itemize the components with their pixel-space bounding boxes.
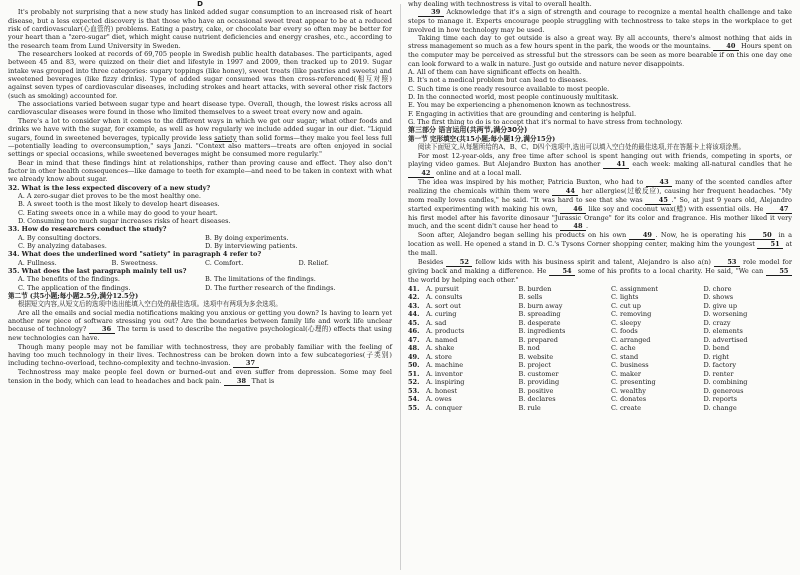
answer-option-a[interactable]: A. products bbox=[426, 327, 465, 336]
answer-option-c[interactable]: C. cut up bbox=[611, 301, 641, 310]
answer-option-d[interactable]: D. crazy bbox=[703, 318, 731, 327]
answer-option-a[interactable]: A. honest bbox=[426, 386, 458, 395]
answer-number: 53. bbox=[408, 386, 420, 395]
part-3-subheading: 第一节 完形填空(共15小题;每小题1分,满分15分) bbox=[408, 134, 556, 143]
passage-d-paragraph-4 bbox=[8, 117, 392, 159]
option-b[interactable]: B. It's not a medical problem but can lead to diseases. bbox=[408, 76, 588, 85]
answer-option-b[interactable]: B. ingredients bbox=[518, 327, 566, 336]
passage-2-paragraph-3-text-b: That is bbox=[251, 376, 275, 385]
paragraph-39-text: Acknowledge that it's a sign of strength and courage to recognize a mental health challenge and take steps to manage it. Experts encourage people struggling with technostress to take steps in the workplace to get involved in how technology may be used. bbox=[408, 8, 792, 34]
question-34-options bbox=[8, 259, 392, 267]
blank-46[interactable]: 46 bbox=[560, 206, 586, 214]
answer-option-a[interactable]: A. store bbox=[426, 352, 452, 361]
answer-option-c[interactable]: C. lights bbox=[611, 293, 639, 302]
section-letter: D bbox=[197, 0, 203, 8]
answer-option-c[interactable]: C. wealthy bbox=[611, 386, 646, 395]
answer-option-a[interactable]: A. sad bbox=[426, 318, 447, 327]
blank-40[interactable]: 40 bbox=[713, 43, 739, 51]
answer-option-c[interactable]: C. maker bbox=[611, 369, 642, 378]
blank-42[interactable]: 42 bbox=[408, 170, 434, 178]
answer-option-a[interactable]: A. sort out bbox=[426, 301, 461, 310]
answer-option-a[interactable]: A. curing bbox=[426, 310, 457, 319]
answer-option-c[interactable]: C. ache bbox=[611, 344, 636, 353]
cloze-text: the world by helping each other." bbox=[408, 275, 519, 284]
question-33-options bbox=[8, 234, 392, 251]
question-34-stem bbox=[8, 250, 392, 258]
question-33-option-b[interactable]: B. By doing experiments. bbox=[205, 233, 289, 242]
passage-d-paragraph-2: The researchers looked at records of 69,705 people in Swedish public health databases. The participants, aged between 45 and 83, were quizzed on their diet and lifestyle in 1997 and 2009, then tracked up to 2019. Sugar intake was grouped into three categories: sugary toppings (like honey), sweet treats (like pastries and sweets) and sweetened beverages (like fizzy drinks). Type of added sugar consumed was then cross-referenced(相互对照) against seven types of cardiovascular diseases, including strokes and heart attacks, with several other risk factors (such as smoking) accounted for. bbox=[8, 50, 392, 100]
answer-option-b[interactable]: B. sells bbox=[518, 293, 543, 302]
question-34-option-b[interactable]: B. Sweetness. bbox=[111, 258, 158, 267]
question-34-option-d[interactable]: D. Relief. bbox=[298, 258, 329, 267]
cloze-text: at the mall. bbox=[408, 240, 792, 258]
part-3-instructions: 阅读下面短文,从每题所给的A、B、C、D四个选项中,选出可以填入空白处的最佳选项,并在答题卡上将该项涂黑。 bbox=[417, 143, 746, 152]
answer-option-b[interactable]: B. spreading bbox=[518, 310, 561, 319]
question-32-option-b[interactable]: B. A sweet tooth is the most likely to develop heart diseases. bbox=[18, 200, 220, 209]
answer-option-d[interactable]: D. factory bbox=[703, 361, 737, 370]
option-f[interactable]: F. Engaging in activities that are grounding and centering is helpful. bbox=[408, 109, 637, 118]
answer-option-a[interactable]: A. shake bbox=[426, 344, 455, 353]
answer-option-b[interactable]: B. burden bbox=[518, 284, 552, 293]
answer-option-d[interactable]: D. generous bbox=[703, 386, 744, 395]
question-35-option-d[interactable]: D. The further research of the findings. bbox=[205, 283, 336, 292]
passage-d-paragraph-1: It's probably not surprising that a new study has linked added sugar consumption to an increased risk of heart disease, but a less expected discovery is that those who have an occasional sweet treat appear to be at a reduced risk of cardiovascular(心血管的) problems. Eating a pastry, cake, or chocolate bar every so often may be better for your heart than a "zero-sugar" diet, which might cause nutrient deficiencies and energy crashes, etc., according to the research team from Lund University in Sweden. bbox=[8, 8, 392, 50]
passage-d-paragraph-5: Bear in mind that these findings hint at relationships, rather than proving cause and effect. They also don't factor in other health consequences—like damage to teeth for example—and need to be taken in context with what we already know about sugar. bbox=[8, 158, 392, 184]
question-35-options bbox=[8, 275, 392, 292]
question-35-option-a[interactable]: A. The benefits of the findings. bbox=[18, 275, 120, 284]
question-34-stem-b: " in paragraph 4 refer to? bbox=[167, 250, 262, 259]
question-33-option-c[interactable]: C. By analyzing databases. bbox=[18, 241, 107, 250]
question-34-option-a[interactable]: A. Fullness. bbox=[18, 258, 57, 267]
answer-number: 50. bbox=[408, 361, 420, 370]
answer-number: 42. bbox=[408, 293, 420, 302]
cloze-text: in a location as well. He opened a stand in D. C.'s Tysons Corner shopping center, making him the youngest bbox=[408, 231, 792, 249]
answer-option-b[interactable]: B. website bbox=[518, 352, 554, 361]
blank-44[interactable]: 44 bbox=[552, 188, 578, 196]
answer-option-c[interactable]: C. arranged bbox=[611, 335, 651, 344]
answer-option-d[interactable]: D. elements bbox=[703, 327, 743, 336]
cloze-text: her allergies(过敏反应), causing her frequent headaches. "My mom really loves candles," he said. "It was hard to see that she was bbox=[408, 186, 792, 204]
answer-number: 44. bbox=[408, 310, 420, 319]
answer-option-c[interactable]: C. assignment bbox=[611, 284, 658, 293]
question-35-stem: 35. What does the last paragraph mainly tell us? bbox=[8, 267, 187, 275]
answer-option-a[interactable]: A. pursuit bbox=[426, 284, 459, 293]
passage-2-paragraph-1-text: Are all the emails and social media notifications making you anxious or getting you down? Is having to learn yet another new piece of software stressing you out? Are the boundaries between family life and work life unclear because of technology? bbox=[8, 308, 392, 334]
answer-option-a[interactable]: A. inspiring bbox=[426, 378, 465, 387]
answer-option-a[interactable]: A. consults bbox=[426, 293, 463, 302]
answer-number: 41. bbox=[408, 284, 420, 293]
section-2-instructions: 根据短文内容,从短文后的选项中选出能填入空白处的最佳选项。选项中有两项为多余选项。 bbox=[17, 300, 282, 309]
cloze-text: online and at a local mall. bbox=[436, 168, 522, 177]
cloze-paragraph-3 bbox=[408, 231, 792, 257]
question-33-option-a[interactable]: A. By consulting doctors. bbox=[18, 233, 102, 242]
option-d[interactable]: D. In the connected world, most people continuously multitask. bbox=[408, 93, 619, 102]
blank-36[interactable]: 36 bbox=[89, 326, 115, 334]
answer-options-table bbox=[408, 285, 792, 413]
passage-2-paragraph-3 bbox=[8, 368, 392, 385]
cloze-text: like soy and coconut wax(蜡) with essential oils. He bbox=[588, 204, 764, 213]
blank-51[interactable]: 51 bbox=[757, 241, 783, 249]
question-32-option-c[interactable]: C. Eating sweets once in a while may do good to your heart. bbox=[18, 208, 218, 217]
blank-50[interactable]: 50 bbox=[749, 232, 775, 240]
answer-option-c[interactable]: C. removing bbox=[611, 310, 652, 319]
question-35-option-b[interactable]: B. The limitations of the findings. bbox=[205, 275, 316, 284]
column-divider bbox=[400, 4, 401, 570]
cloze-text: some of his profits to a local charity. He said, "We can bbox=[577, 266, 764, 275]
answer-number: 46. bbox=[408, 327, 420, 336]
answer-option-d[interactable]: D. combining bbox=[703, 378, 748, 387]
answer-option-c[interactable]: C. business bbox=[611, 361, 649, 370]
answer-option-a[interactable]: A. named bbox=[426, 335, 458, 344]
answer-number: 52. bbox=[408, 378, 420, 387]
cloze-paragraph-2 bbox=[408, 178, 792, 231]
paragraph-39 bbox=[408, 8, 792, 34]
blank-45[interactable]: 45 bbox=[645, 197, 671, 205]
blank-53[interactable]: 53 bbox=[714, 259, 740, 267]
cloze-text: ." So, at just 9 years old, Alejandro started experimenting with making his own, bbox=[408, 195, 792, 213]
answer-option-d[interactable]: D. change bbox=[703, 403, 737, 412]
answer-option-c[interactable]: C. stand bbox=[611, 352, 639, 361]
continuation-line: why dealing with technostress is vital to overall health. bbox=[408, 0, 592, 8]
right-column bbox=[408, 0, 792, 412]
answer-option-d[interactable]: D. shows bbox=[703, 293, 734, 302]
question-35-option-c[interactable]: C. The application of the findings. bbox=[18, 283, 131, 292]
cloze-text: Besides bbox=[417, 257, 444, 266]
answer-number: 45. bbox=[408, 318, 420, 327]
passage-d-paragraph-4-text-b: than solid forms—they make you feel less full—potentially leading to overconsumption," says Janzi. "Context also matters—treats are often enjoyed in social settings or special occasions, while sweetened beverages might be consumed more regularly." bbox=[8, 133, 392, 159]
cloze-text: his first model after his favorite dinosaur "Jurassic Orange" for its color and fragrance. His mother liked it very much, and the scent didn't cause her head to bbox=[408, 213, 792, 231]
answer-option-b[interactable]: B. rule bbox=[518, 403, 541, 412]
answer-option-b[interactable]: B. prepared bbox=[518, 335, 558, 344]
cloze-text: The idea was inspired by his mother, Patricia Buxton, who had to bbox=[417, 177, 644, 186]
answer-option-c[interactable]: C. donates bbox=[611, 395, 647, 404]
answer-option-b[interactable]: B. customer bbox=[518, 369, 559, 378]
answer-option-b[interactable]: B. declares bbox=[518, 395, 556, 404]
answer-option-d[interactable]: D. advertised bbox=[703, 335, 748, 344]
blank-55[interactable]: 55 bbox=[766, 268, 792, 276]
left-column bbox=[8, 0, 392, 386]
blank-41[interactable]: 41 bbox=[603, 161, 629, 169]
answer-option-b[interactable]: B. project bbox=[518, 361, 551, 370]
blank-54[interactable]: 54 bbox=[549, 268, 575, 276]
option-e[interactable]: E. You may be experiencing a phenomenon known as technostress. bbox=[408, 101, 631, 110]
question-32-option-d[interactable]: D. Consuming too much sugar increases risks of heart diseases. bbox=[18, 216, 231, 225]
answer-option-a[interactable]: A. conquer bbox=[426, 403, 463, 412]
passage-2-paragraph-3-text: Technostress may make people feel down or burned-out and even suffer from depression. Some may feel tension in the body, which can lead to headaches and back pain. bbox=[8, 368, 392, 385]
passage-2-paragraph-1 bbox=[8, 309, 392, 343]
question-34-option-c[interactable]: C. Comfort. bbox=[205, 258, 244, 267]
answer-option-a[interactable]: A. machine bbox=[426, 361, 464, 370]
cloze-text: . Now, he is operating his bbox=[655, 231, 746, 240]
answer-option-a[interactable]: A. owes bbox=[426, 395, 452, 404]
answer-option-b[interactable]: B. nod bbox=[518, 344, 540, 353]
question-34-stem-a: 34. What does the underlined word " bbox=[8, 250, 143, 259]
answer-number: 47. bbox=[408, 335, 420, 344]
paragraph-40 bbox=[408, 34, 792, 68]
answer-option-d[interactable]: D. reports bbox=[703, 395, 737, 404]
question-32-option-a[interactable]: A. A zero-sugar diet proves to be the most healthy one. bbox=[18, 191, 201, 200]
answer-option-b[interactable]: B. positive bbox=[518, 386, 554, 395]
part-3-heading: 第三部分 语言运用(共两节,满分30分) bbox=[408, 126, 528, 135]
answer-option-c[interactable]: C. foods bbox=[611, 327, 638, 336]
answer-option-d[interactable]: D. renter bbox=[703, 369, 734, 378]
cloze-text: Soon after, Alejandro began selling his products on his own bbox=[417, 231, 627, 240]
blank-49[interactable]: 49 bbox=[629, 232, 655, 240]
cloze-text: For most 12-year-olds, any free time after school is spent hanging out with friends, competing in sports, or playing video games. But Alejandro Buxton has another bbox=[408, 151, 792, 168]
question-33-stem: 33. How do researchers conduct the study? bbox=[8, 225, 167, 234]
answer-option-d[interactable]: D. give up bbox=[703, 301, 738, 310]
blank-52[interactable]: 52 bbox=[446, 259, 472, 267]
cloze-text: role model for giving back and making a difference. He bbox=[408, 257, 792, 275]
answer-option-d[interactable]: D. worsening bbox=[703, 310, 748, 319]
passage-2-paragraph-2 bbox=[8, 343, 392, 369]
question-32-stem: 32. What is the less expected discovery of a new study? bbox=[8, 183, 211, 192]
answer-number: 55. bbox=[408, 403, 420, 412]
passage-2-paragraph-2-text: Though many people may not be familiar with technostress, they are probably familiar with the feeling of having too much technology in their lives. Technostress can be broken down into a few subcategories(子类别) including techno-overload, techno-complexity and techno-invasion. bbox=[8, 342, 392, 368]
option-c[interactable]: C. Such time is one ready resource available to most people. bbox=[408, 84, 610, 93]
cloze-paragraph-1 bbox=[408, 152, 792, 178]
answer-option-d[interactable]: D. chore bbox=[703, 284, 732, 293]
option-g[interactable]: G. The first thing to do is to accept that it's normal to have stress from technology. bbox=[408, 118, 683, 127]
answer-option-c[interactable]: C. sleepy bbox=[611, 318, 642, 327]
cloze-text: fellow kids with his business spirit and talent, Alejandro is also a(n) bbox=[475, 257, 711, 266]
answer-option-d[interactable]: D. right bbox=[703, 352, 729, 361]
underlined-word-satiety: satiety bbox=[214, 133, 237, 142]
paragraph-40-text-a: Taking time each day to get outside is also a great way. By all accounts, there's almost nothing that aids in stress management so much as a few hours spent in the park, the woods or the mountains. bbox=[408, 34, 792, 51]
blank-39[interactable]: 39 bbox=[418, 9, 444, 17]
cloze-paragraph-4 bbox=[408, 258, 792, 284]
blank-37[interactable]: 37 bbox=[233, 360, 259, 368]
blank-38[interactable]: 38 bbox=[224, 378, 250, 386]
passage-2-paragraph-1-text-b: The term is used to describe the negative psychological(心理的) effects that using new technologies can have. bbox=[8, 325, 392, 343]
answer-option-c[interactable]: C. create bbox=[611, 403, 642, 412]
answer-number: 49. bbox=[408, 352, 420, 361]
answer-option-b[interactable]: B. burn away bbox=[518, 301, 563, 310]
answer-number: 54. bbox=[408, 395, 420, 404]
option-a[interactable]: A. All of them can have significant effects on health. bbox=[408, 68, 582, 77]
question-33-option-d[interactable]: D. By interviewing patients. bbox=[205, 241, 298, 250]
answer-option-b[interactable]: B. desperate bbox=[518, 318, 561, 327]
answer-number: 43. bbox=[408, 301, 420, 310]
passage-d-paragraph-4-text: There's a lot to consider when it comes to the different ways in which we get our sugar; what other foods and drinks we have with the sugar, for example, as well as how regularly we include added sugar in our diet. "Liquid sugars, found in sweetened beverages, typically provide less bbox=[8, 116, 392, 142]
answer-number: 48. bbox=[408, 344, 420, 353]
section-2-heading: 第二节 (共5小题;每小题2.5分,满分12.5分) bbox=[8, 292, 139, 301]
blank-47[interactable]: 47 bbox=[766, 206, 792, 214]
answer-number: 51. bbox=[408, 369, 420, 378]
question-34-stem-word: satiety bbox=[142, 250, 168, 259]
cloze-text: many of the scented candles after realizing the chemicals within them were bbox=[408, 177, 792, 195]
passage-d-paragraph-3: The associations varied between sugar type and heart disease type. Overall, though, the lowest risks across all cardiovascular diseases were found in those who limited themselves to a sweet treat every now and again. bbox=[8, 100, 392, 117]
blank-48[interactable]: 48 bbox=[560, 223, 586, 231]
cloze-text: each week: making all-natural candles that he bbox=[632, 159, 792, 168]
cloze-text: . bbox=[586, 222, 589, 231]
answer-option-d[interactable]: D. bend bbox=[703, 344, 730, 353]
blank-43[interactable]: 43 bbox=[646, 179, 672, 187]
paragraph-40-text-b: Hours spent on the computer may be perceived as stressful but the stressors can be seen as more bearable if on this one day one can look forward to a walk in nature. Just go outside and nature never disappoints. bbox=[408, 42, 792, 68]
answer-option-b[interactable]: B. providing bbox=[518, 378, 560, 387]
answer-option-a[interactable]: A. inventor bbox=[426, 369, 463, 378]
answer-option-c[interactable]: C. presenting bbox=[611, 378, 656, 387]
